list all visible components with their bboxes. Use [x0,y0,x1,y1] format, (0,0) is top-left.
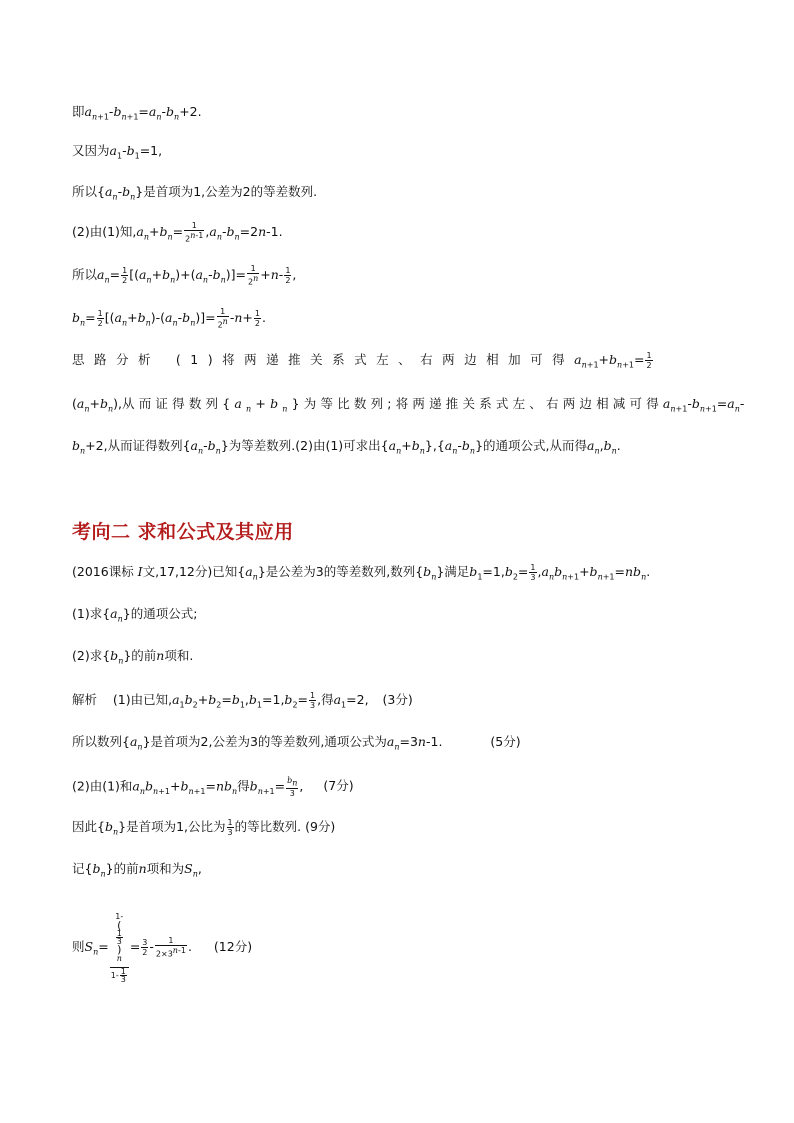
text-line: (1)求$\{a_n\}$的通项公式; [72,606,198,624]
text-line: 则$S_n=$ 1- ( $\frac{1}{3}$ ) $^n$ 1- $\frac{1}{3}$ = $\frac{3}{2}$ - $\frac{1}{2\times 3^{n-1}}$ . (12分) [72,912,253,984]
text-line: (2)由(1)知$,a_n+b_n=$ $\frac{1}{2^{n-1}}$ $,a_n-b_n=2n-1$. [72,221,283,244]
text-line: 所以$a_n=$ $\frac{1}{2}$ $[(a_n+b_n)+(a_n-b_n)]=$ $\frac{1}{2^n}$ +n- $\frac{1}{2}$ , [72,264,297,287]
text-line: 解析 (1)由已知$,a_1b_2+b_2=b_1,b_1=1,b_2=$ $\frac{1}{3}$ ,得$a_1=2$, (3分) [72,691,413,710]
text-line: 即$a_{n+1}-b_{n+1}=a_n-b_n+2$. [72,104,202,122]
text-line: (2)由(1)和$a_nb_{n+1}+b_{n+1}=nb_n$得$b_{n+1}=$ $\frac{b_n}{3}$ , (7分) [72,776,354,798]
text-line: $b_n+2$,从而证得数列$\{a_n-b_n\}$为等差数列.(2)由(1)可求出$\{a_n+b_n\},\{a_n-b_n\}$的通项公式,从而得$a_n,b_n$. [72,438,621,456]
text-line: (2016课标 I文,17,12分)已知$\{a_n\}$是公差为3的等差数列,数列$\{b_n\}$满足$b_1=1,b_2=$ $\frac{1}{3}$ $,a_nb_{n+1}+b_{n+1}=nb_n$. [72,563,651,582]
score-mark: (9分) [305,819,336,834]
text-line: (2)求$\{b_n\}$的前n项和. [72,648,194,666]
text-line: 又因为$a_1-b_1=1$, [72,143,163,161]
score-mark: (5分) [490,734,521,749]
score-mark: (7分) [323,778,354,794]
score-mark: (3分) [382,692,413,707]
text-line: 记$\{b_n\}$的前n项和为$S_n$, [72,861,202,879]
text-line: $b_n=$ $\frac{1}{2}$ $[(a_n+b_n)-(a_n-b_n)]=$ $\frac{1}{2^n}$ -n+ $\frac{1}{2}$ . [72,307,266,330]
text-line: 所以$\{a_n-b_n\}$是首项为1,公差为2的等差数列. [72,184,318,202]
score-mark: (12分) [213,938,253,954]
text-line: 因此$\{b_n\}$是首项为1,公比为 $\frac{1}{3}$ 的等比数列. (9分) [72,818,336,837]
text-line: 所以数列$\{a_n\}$是首项为2,公差为3的等差数列,通项公式为$a_n=3n-1$. (5分) [72,734,521,752]
text-line: $(a_n+b_n)$,从而证得数列$\{a_n+b_n\}$为等比数列;将两递推关系式左、右两边相减可得$a_{n+1}-b_{n+1}=a_n-$ [72,396,745,414]
text-line: 思路分析 (1)将两递推关系式左、右两边相加可得$a_{n+1}+b_{n+1}=$ $\frac{1}{2}$ [72,351,652,370]
section-heading: 考向二 求和公式及其应用 [72,521,294,543]
